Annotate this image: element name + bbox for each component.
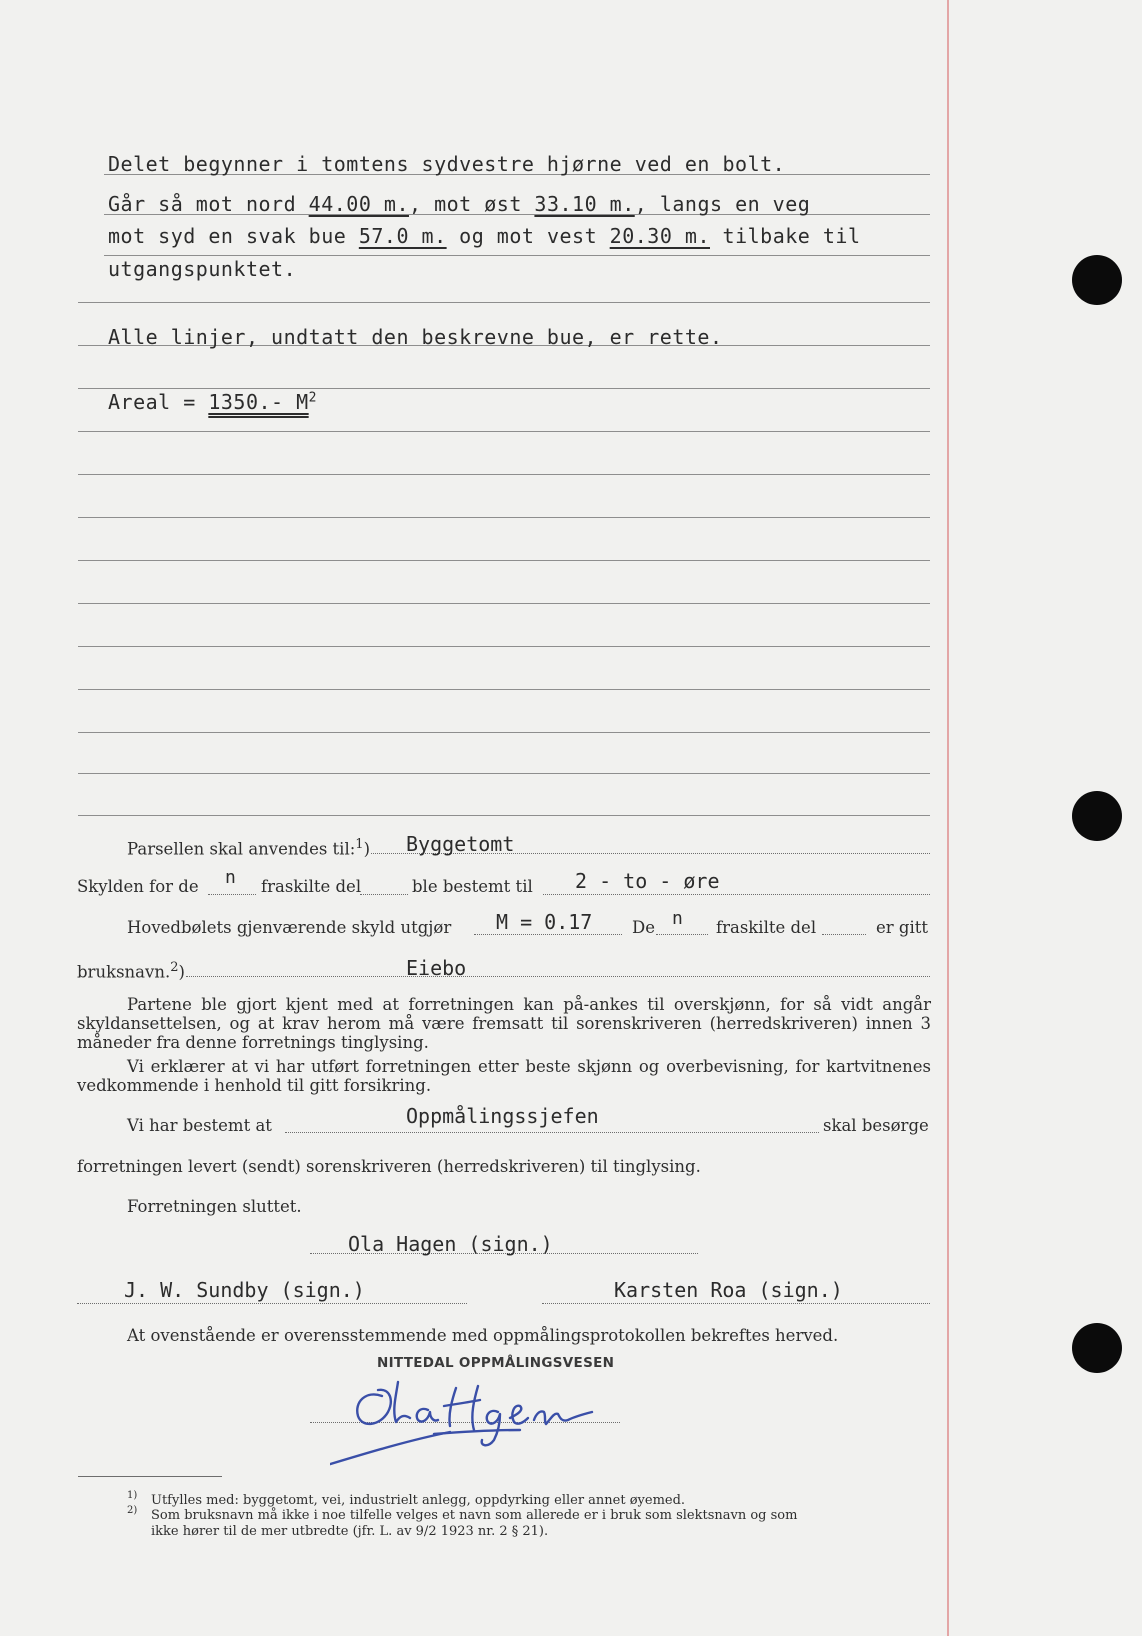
- use-label: Parsellen skal anvendes til:$^1$): [127, 837, 371, 859]
- responsible-dotted: [285, 1132, 819, 1133]
- gitt-label: er gitt: [876, 918, 928, 937]
- ruled-line: [78, 646, 930, 647]
- punch-hole: [1072, 255, 1122, 305]
- appeal-paragraph: Partene ble gjort kjent med at forretningen kan på-ankes til overskjønn, for så vidt angår skyldansettelsen, og at krav herom må være fremsatt til sorenskriveren (herredskriveren) innen 3 måneder fra denne forretnings tinglysing.: [77, 995, 931, 1052]
- footnote-separator: [78, 1476, 222, 1477]
- left-signature: J. W. Sundby (sign.): [124, 1278, 365, 1302]
- area-line: Areal = 1350.- $M^2$: [108, 390, 317, 414]
- description-line-2: Går så mot nord 44.00 m., mot øst 33.10 m., langs en veg: [108, 192, 811, 216]
- tax-n-dotted: [208, 894, 256, 895]
- tax-value-dotted: [543, 894, 930, 895]
- description-line-4: utgangspunktet.: [108, 257, 297, 281]
- tax-del-dotted: [360, 894, 408, 895]
- de-label: De: [632, 918, 655, 937]
- remaining-value: M = 0.17: [496, 910, 593, 934]
- footnote-2-number: 2): [127, 1505, 138, 1516]
- office-stamp: NITTEDAL OPPMÅLINGSVESEN: [377, 1355, 615, 1371]
- use-value: Byggetomt: [406, 832, 515, 856]
- ruled-line: [78, 560, 930, 561]
- confirmation-text: At ovenstående er overensstemmende med oppmålingsprotokollen bekreftes herved.: [127, 1326, 839, 1345]
- right-signature-line: [542, 1303, 930, 1304]
- ruled-line: [78, 517, 930, 518]
- south-distance: 57.0 m.: [358, 224, 447, 248]
- ruled-line: [78, 773, 930, 774]
- lines-statement: Alle linjer, undtatt den beskrevne bue, er rette.: [108, 325, 723, 349]
- ruled-line: [78, 815, 930, 816]
- east-distance: 33.10 m.: [534, 192, 635, 216]
- north-distance: 44.00 m.: [308, 192, 409, 216]
- west-distance: 20.30 m.: [609, 224, 710, 248]
- fraskilte-label: fraskilte del: [716, 918, 817, 937]
- description-line-3: mot syd en svak bue 57.0 m. og mot vest 20.30 m. tilbake til: [108, 224, 861, 248]
- margin-line: [947, 0, 949, 1636]
- responsible-label: Vi har bestemt at: [127, 1116, 272, 1135]
- remaining-label: Hovedbølets gjenværende skyld utgjør: [127, 918, 452, 937]
- ruled-line: [78, 388, 930, 389]
- main-signature: Ola Hagen (sign.): [348, 1232, 553, 1256]
- delivery-text: forretningen levert (sendt) sorenskriveren (herredskriveren) til tinglysing.: [77, 1157, 701, 1176]
- tax-label-3: ble bestemt til: [412, 877, 533, 896]
- ruled-line: [78, 732, 930, 733]
- area-value: 1350.- M: [208, 390, 309, 414]
- tax-label-2: fraskilte del: [261, 877, 362, 896]
- description-line-1: Delet begynner i tomtens sydvestre hjørne ved en bolt.: [108, 152, 786, 176]
- footnote-2-line-2: ikke hører til de mer utbredte (jfr. L. av 9/2 1923 nr. 2 § 21).: [151, 1524, 549, 1539]
- responsible-suffix: skal besørge: [823, 1116, 929, 1135]
- declaration-paragraph: Vi erklærer at vi har utført forretningen etter beste skjønn og overbevisning, for kartvitnenes vedkommende i henhold til gitt forsikring.: [77, 1057, 931, 1095]
- punch-hole: [1072, 1323, 1122, 1373]
- footnote-1: Utfylles med: byggetomt, vei, industrielt anlegg, oppdyrking eller annet øyemed.: [151, 1493, 686, 1508]
- punch-hole: [1072, 791, 1122, 841]
- left-signature-line: [77, 1303, 467, 1304]
- ruled-line: [78, 689, 930, 690]
- footnote-1-number: 1): [127, 1490, 138, 1501]
- ruled-line: [78, 302, 930, 303]
- ruled-line: [104, 255, 930, 256]
- closed-text: Forretningen sluttet.: [127, 1197, 302, 1216]
- ruled-line: [78, 431, 930, 432]
- right-signature: Karsten Roa (sign.): [614, 1278, 843, 1302]
- tax-n: n: [225, 867, 236, 888]
- remaining-dotted: [474, 934, 622, 935]
- bruksnavn-label: bruksnavn.$^2$): [77, 960, 185, 982]
- bruksnavn-value: Eiebo: [406, 956, 467, 980]
- ruled-line: [78, 603, 930, 604]
- handwritten-signature: [330, 1370, 620, 1470]
- tax-label-1: Skylden for de: [77, 877, 199, 896]
- de-n-dotted: [656, 934, 708, 935]
- ruled-line: [78, 474, 930, 475]
- responsible-value: Oppmålingssjefen: [406, 1104, 599, 1128]
- footnote-2-line-1: Som bruksnavn må ikke i noe tilfelle velges et navn som allerede er i bruk som slektsnavn og som: [151, 1508, 798, 1523]
- tax-value: 2 - to - øre: [575, 869, 720, 893]
- bruksnavn-dotted: [186, 976, 930, 977]
- de-n: n: [672, 908, 683, 929]
- fraskilte-dotted: [822, 934, 866, 935]
